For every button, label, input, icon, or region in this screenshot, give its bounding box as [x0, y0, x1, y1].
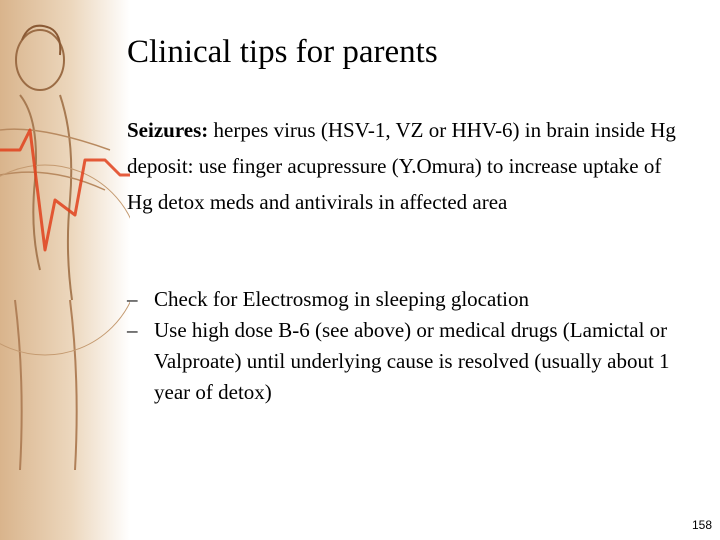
- vitruvian-man-decoration: [0, 0, 130, 540]
- bullet-text: Use high dose B-6 (see above) or medical drugs (Lamictal or Valproate) until underlying cause is resolved (usually about 1 year of detox): [154, 318, 670, 404]
- list-item: [127, 315, 687, 408]
- seizures-text: herpes virus (HSV-1, VZ or HHV-6) in brain inside Hg deposit: use finger acupressure (Y.Omura) to increase uptake of Hg detox meds and antivirals in affected area: [127, 118, 676, 214]
- seizures-label: Seizures:: [127, 118, 209, 142]
- seizures-paragraph: [127, 112, 687, 220]
- bullet-text: Check for Electrosmog in sleeping glocation: [154, 287, 529, 311]
- dash-bullet-icon: –: [127, 318, 138, 342]
- bullet-list: [127, 284, 687, 408]
- dash-bullet-icon: –: [127, 287, 138, 311]
- slide-title: Clinical tips for parents: [127, 34, 438, 70]
- list-item: [127, 284, 687, 315]
- page-number: 158: [691, 518, 712, 532]
